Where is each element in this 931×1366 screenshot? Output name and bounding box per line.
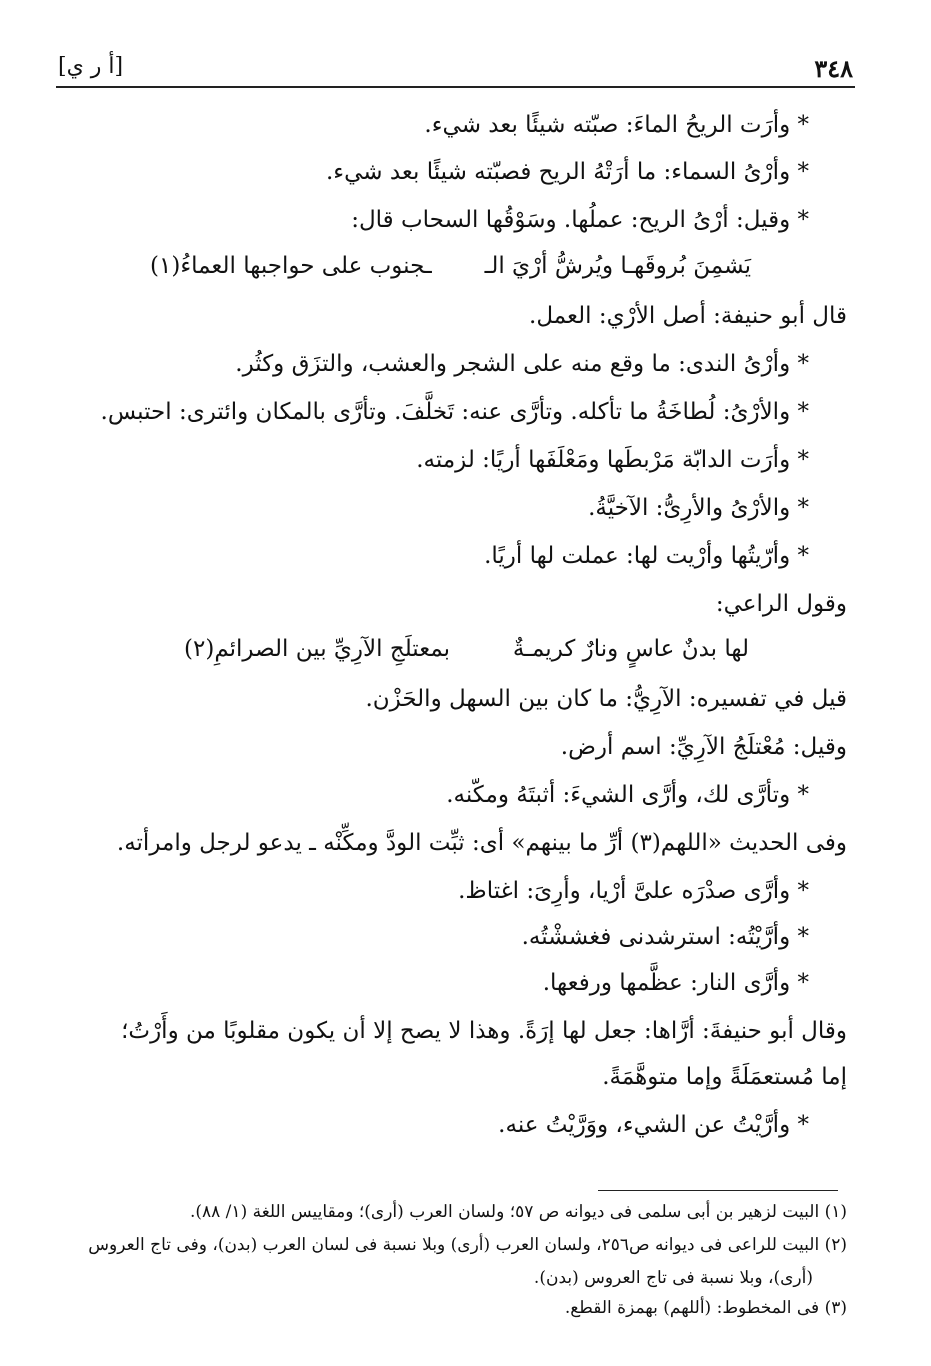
verse-2-second-hemistich: بمعتلَجِ الآرِيِّ بين الصرائمِ(٢) [184,636,451,662]
footnote-continuation: (أرى)، وبلا نسبة فى تاج العروس (بدن). [533,1268,813,1288]
text-line: إما مُستعمَلَةً وإما متوهَّمَةً. [602,1064,847,1090]
footnote: (٢) البيت للراعى فى ديوانه ص٢٥٦، ولسان العرب (أرى) وبلا نسبة فى لسان العرب (بدن)، وفى تاج العروس [88,1235,847,1255]
text-line: * وأرْىُ السماء: ما أرَتْهُ الريح فصبّته شيئًا بعد شيء. [325,159,809,185]
text-line: * وأرَّيْتُ عن الشيء، ووَرَّيْتُ عنه. [498,1112,809,1138]
verse-1-first-hemistich: يَشمِنَ بُروقَهـا ويُرشُّ أرْيَ الـ [484,253,751,279]
header-rule [56,86,855,88]
footnote-rule [598,1190,838,1191]
footnote: (٣) فى المخطوط: (أللهم) بهمزة القطع. [564,1298,847,1318]
text-line: * وأرَّى النار: عظَّمها ورفعها. [542,970,809,996]
text-line: قال أبو حنيفة: أصل الأرْي: العمل. [529,303,847,329]
text-line: قيل في تفسيره: الآرِيُّ: ما كان بين السهل والحَزْن. [365,686,847,712]
text-line: * وأرْىُ الندى: ما وقع منه على الشجر والعشب، والتزَق وكثُر. [235,351,809,377]
footnote: (١) البيت لزهير بن أبى سلمى فى ديوانه ص ٥٧؛ ولسان العرب (أرى)؛ ومقاييس اللغة (١/ ٨٨). [189,1202,847,1222]
text-line: * وتأرَّى لك، وأرَّى الشيءَ: أثبتَهُ ومكّنه. [446,782,809,808]
text-line: * وأرَّيْتُه: استرشدنى فغششْتُه. [521,924,809,950]
text-line: * والأرْىُ والأرِىُّ: الآخيَّةُ. [588,495,809,521]
text-line: * وأرَت الدابّة مَرْبطَها ومَعْلَفَها أريًا: لزمته. [416,447,809,473]
verse-1-second-hemistich: ـجنوب على حواجبها العماءُ(١) [150,253,432,279]
text-line: وقال أبو حنيفةَ: أرَّاها: جعل لها إرَةً. وهذا لا يصح إلا أن يكون مقلوبًا من وأَرْتُ؛ [121,1018,847,1044]
verse-2-first-hemistich: لها بدنٌ عاسٍ ونارٌ كريمـةٌ [512,636,749,662]
text-line: * وأرّيتُها وأرْيت لها: عملت لها أريًا. [484,543,809,569]
text-line: وفى الحديث «اللهم(٣) أرِّ ما بينهم» أى: ثبِّت الودَّ ومكِّنْه ـ يدعو لرجل وامرأته. [116,830,847,856]
text-line: * وأرَت الريحُ الماءَ: صبّته شيئًا بعد شيء. [424,112,809,138]
text-line: وقيل: مُعْتلَجُ الآرِيِّ: اسم أرض. [560,734,847,760]
running-head-root: [أ ر ي] [58,54,124,79]
text-line: * والأرْىُ: لُطاخَةُ ما تأكله. وتأرَّى عنه: تَخلَّفَ. وتأرَّى بالمكان وائترى: احتبس. [100,399,809,425]
text-line: وقول الراعي: [715,591,847,617]
text-line: * وقيل: أرْىُ الريح: عملُها. وسَوْقُها السحاب قال: [351,207,809,233]
page-number: ٣٤٨ [814,54,853,83]
text-line: * وأرَّى صدْرَه علىَّ أرْيا، وأرِىَ: اغتاظ. [458,878,809,904]
